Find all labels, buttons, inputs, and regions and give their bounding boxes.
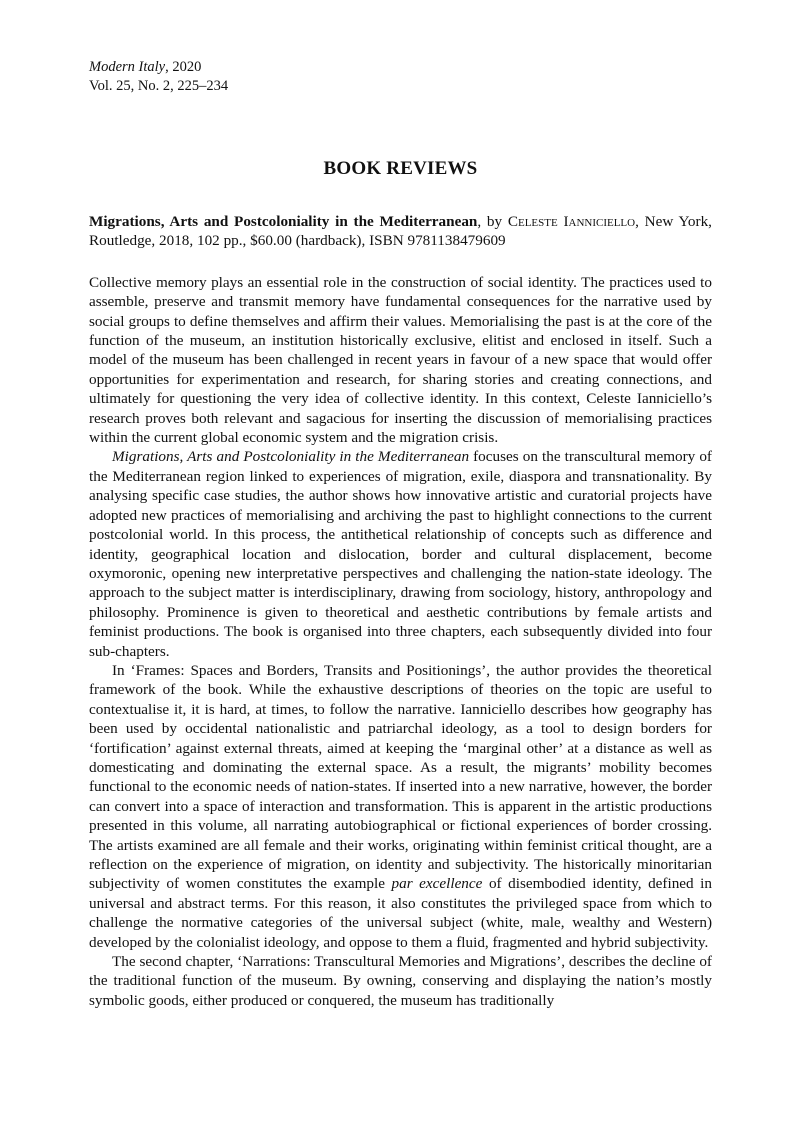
paragraph-3 (89, 661, 712, 952)
citation-by: , by (477, 213, 508, 230)
paragraph-2-text: focuses on the transcultural memory of the Mediterranean region linked to experiences of migration, exile, diaspora and transnationality. By analysing specific case studies, the author shows how innovative artistic and curatorial projects have adopted new practices of memorialising and archiving the past to highlight connections to the current postcolonial world. In this process, the antithetical relationship of concepts such as difference and identity, geographical location and dislocation, border and cultural displacement, become oxymoronic, opening new interpretative perspectives and challenging the nation-state ideology. The approach to the subject matter is interdisciplinary, drawing from sociology, history, anthropology and philosophy. Prominence is given to theoretical and aesthetic contributions by female artists and feminist productions. The book is organised into three chapters, each subsequently divided into four sub-chapters. (89, 448, 712, 660)
publication-details: , New York, Routledge, 2018, 102 pp., $60.00 (hardback), ISBN 9781138479609 (89, 213, 712, 250)
paragraph-3-text-b: of disembodied identity, defined in universal and abstract terms. For this reason, it also constitutes the privileged space from which to challenge the normative categories of the universal subject (white, male, wealthy and Western) developed by the colonialist ideology, and oppose to them a fluid, fragmented and hybrid subjectivity. (89, 875, 712, 951)
section-title: BOOK REVIEWS (323, 158, 478, 179)
journal-year: , 2020 (165, 59, 202, 75)
paragraph-1: Collective memory plays an essential role in the construction of social identity. The practices used to assemble, preserve and transmit memory have fundamental consequences for the narrative used by social groups to define themselves and affirm their values. Memorialising the past is at the core of the function of the museum, an institution historically exclusive, elitist and enclosed in itself. Such a model of the museum has been challenged in recent years in favour of a new space that would offer opportunities for experimentation and research, for sharing stories and creating connections, and ultimately for questioning the very idea of collective identity. In this context, Celeste Ianniciello’s research proves both relevant and sagacious for inserting the discussion of memorialising practices within the current global economic system and the migration crisis. (89, 273, 712, 447)
paragraph-2-book-title: Migrations, Arts and Postcoloniality in the Mediterranean (112, 448, 470, 466)
author-last-name: Ianniciello (563, 213, 636, 230)
journal-header (89, 58, 712, 96)
review-body (89, 273, 712, 1010)
journal-name-line (89, 58, 712, 77)
journal-name: Modern Italy (89, 59, 166, 75)
volume-line: Vol. 25, No. 2, 225–234 (89, 78, 229, 94)
book-citation (89, 212, 712, 251)
book-title: Migrations, Arts and Postcoloniality in the Mediterranean (89, 213, 478, 230)
paragraph-2 (89, 447, 712, 660)
page (89, 58, 712, 1010)
author-first-name: Celeste (507, 213, 564, 230)
paragraph-4: The second chapter, ‘Narrations: Transcultural Memories and Migrations’, describes the decline of the traditional function of the museum. By owning, conserving and displaying the nation’s mostly symbolic goods, either produced or conquered, the museum has traditionally (89, 953, 712, 1009)
paragraph-3-text-a: In ‘Frames: Spaces and Borders, Transits and Positionings’, the author provides the theoretical framework of the book. While the exhaustive descriptions of theories on the topic are useful to contextualise it, it is hard, at times, to follow the narrative. Ianniciello describes how geography has been used by occidental nationalistic and patriarchal ideology, as a tool to design borders for ‘fortification’ against external threats, aimed at keeping the ‘marginal other’ at a distance as well as domesticating and dominating the external space. As a result, the migrants’ mobility becomes functional to the economic needs of nation-states. If inserted into a new narrative, however, the border can convert into a space of interaction and transformation. This is apparent in the artistic productions presented in this volume, all narrating autobiographical or fictional experiences of border crossing. The artists examined are all female and their works, originating within feminist critical thought, are a reflection on the experience of migration, on identity and subjectivity. The historically minoritarian subjectivity of women constitutes the example (89, 661, 712, 893)
paragraph-3-emphasis: par excellence (391, 875, 483, 893)
book-author (508, 213, 635, 230)
